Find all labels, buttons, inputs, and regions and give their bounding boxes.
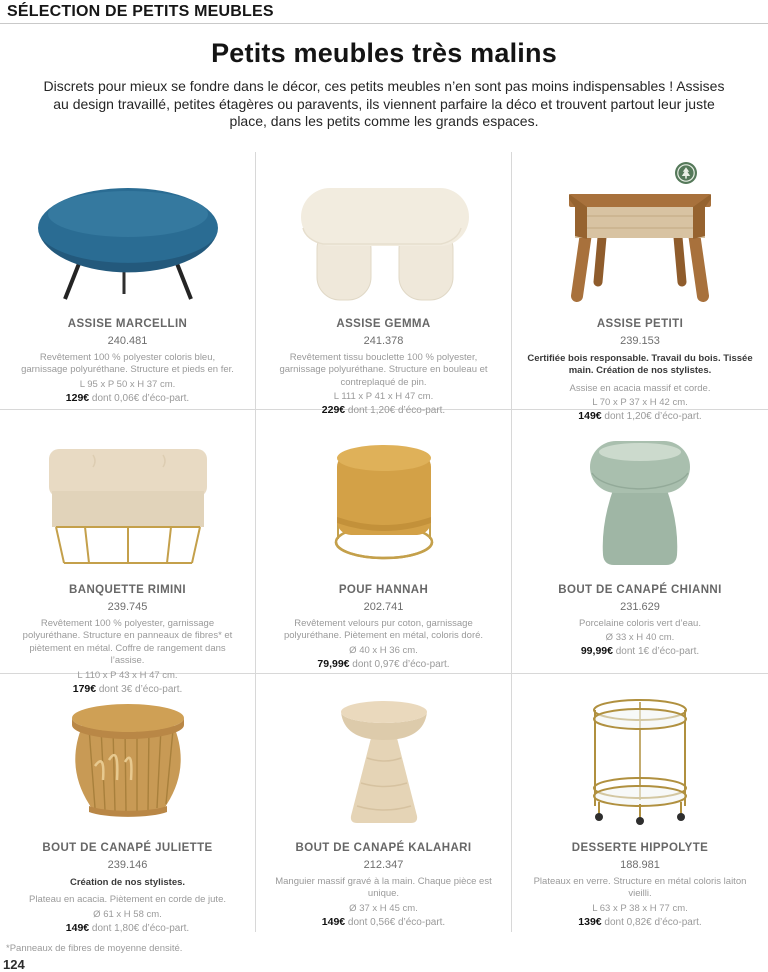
product-ref: 240.481 (107, 334, 148, 347)
product-dimensions: L 63 x P 38 x H 77 cm. (592, 902, 688, 914)
product-description: Revêtement 100 % polyester, garnissage polyuréthane. Structure en panneaux de fibres* et piètement en métal. Coffre de rangement dans l’assise. (22, 617, 233, 666)
product-eco-tax: dont 1,20€ d’éco-part. (604, 411, 702, 422)
product-name: BANQUETTE RIMINI (69, 583, 186, 596)
product-description: Porcelaine coloris vert d’eau. (579, 617, 701, 629)
page-number: 124 (3, 956, 25, 972)
product-eco-tax: dont 0,97€ d’éco-part. (352, 658, 450, 670)
product-image-cream-bench (256, 152, 511, 310)
product-image-rattan-side-table (0, 674, 255, 834)
product-dimensions: Ø 33 x H 40 cm. (605, 632, 675, 643)
product-price-line (512, 916, 768, 928)
product-price-line (0, 392, 255, 404)
product-price-line (512, 645, 768, 657)
product-image-mango-wood-pedestal (256, 674, 511, 834)
product-image-blue-bench (0, 152, 255, 310)
product-dimensions: L 70 x P 37 x H 42 cm. (592, 397, 688, 408)
footnote: *Panneaux de fibres de moyenne densité. (6, 942, 183, 954)
product-card-bout-de-canape-juliette (0, 674, 256, 932)
product-eco-tax: dont 1€ d’éco-part. (615, 646, 700, 657)
section-header (0, 0, 768, 24)
page-title: Petits meubles très malins (211, 38, 557, 68)
product-image-green-side-table (512, 410, 768, 576)
product-ref: 212.347 (363, 858, 404, 871)
product-card-pouf-hannah (256, 410, 512, 674)
product-image-storage-bench (0, 410, 255, 576)
product-eco-tax: dont 0,06€ d’éco-part. (91, 392, 190, 404)
product-ref: 239.745 (107, 600, 148, 613)
product-eco-tax: dont 0,82€ d’éco-part. (604, 916, 702, 928)
product-price-line (256, 916, 511, 928)
product-name: BOUT DE CANAPÉ KALAHARI (295, 841, 472, 854)
product-description: Manguier massif gravé à la main. Chaque pièce est unique. (275, 875, 492, 899)
product-card-assise-marcellin (0, 152, 256, 410)
product-card-bout-de-canape-chianni (512, 410, 768, 674)
product-dimensions: Ø 37 x H 45 cm. (349, 902, 418, 914)
product-dimensions: L 95 x P 50 x H 37 cm. (79, 378, 176, 390)
product-name: ASSISE PETITI (596, 317, 684, 330)
product-card-banquette-rimini (0, 410, 256, 695)
product-description: Revêtement 100 % polyester coloris bleu, garnissage polyuréthane. Structure et pieds en fer. (21, 351, 234, 375)
section-kicker: SÉLECTION DE PETITS MEUBLES (7, 3, 274, 20)
product-description: Revêtement velours pur coton, garnissage polyuréthane. Piètement en métal, coloris doré. (283, 617, 484, 641)
product-price: 129€ (65, 391, 90, 404)
product-price: 79,99€ (317, 657, 350, 670)
product-price: 149€ (65, 921, 90, 934)
product-dimensions: L 110 x P 43 x H 47 cm. (77, 669, 178, 681)
product-price: 99,99€ (580, 645, 613, 657)
product-dimensions: L 111 x P 41 x H 47 cm. (333, 391, 434, 402)
product-price-line (0, 922, 255, 934)
product-image-wood-stool (512, 152, 768, 310)
product-highlight: Certifiée bois responsable. Travail du bois. Tissée main. Création de nos stylistes. (527, 352, 753, 376)
product-name: BOUT DE CANAPÉ JULIETTE (42, 841, 213, 854)
eco-wood-certification-badge-icon (674, 161, 698, 190)
product-highlight: Création de nos stylistes. (69, 876, 186, 888)
product-price: 229€ (321, 404, 346, 416)
product-name: BOUT DE CANAPÉ CHIANNI (558, 583, 722, 596)
product-image-velvet-pouf (256, 410, 511, 576)
product-ref: 241.378 (363, 334, 404, 347)
product-price: 149€ (321, 915, 346, 928)
product-card-assise-petiti (512, 152, 768, 422)
product-name: POUF HANNAH (338, 583, 429, 596)
product-name: ASSISE MARCELLIN (67, 317, 188, 330)
product-grid (0, 152, 768, 932)
intro-paragraph: Discrets pour mieux se fondre dans le décor, ces petits meubles n’en sont pas moins indispensables ! Assises au design travaillé, petites étagères ou paravents, ils viennent parfaire la déco et trouvent partout leur juste place, dans les petits comme les grands espaces. (43, 78, 725, 129)
product-name: ASSISE GEMMA (336, 317, 431, 330)
product-name: DESSERTE HIPPOLYTE (571, 841, 709, 854)
product-price-line (256, 658, 511, 670)
product-ref: 231.629 (620, 600, 660, 613)
product-eco-tax: dont 1,20€ d’éco-part. (347, 405, 446, 416)
product-ref: 202.741 (363, 600, 404, 613)
product-ref: 188.981 (620, 858, 660, 871)
product-price: 149€ (578, 410, 602, 422)
product-ref: 239.146 (107, 858, 148, 871)
product-card-assise-gemma (256, 152, 512, 416)
product-eco-tax: dont 1,80€ d’éco-part. (91, 922, 190, 934)
product-description: Plateau en acacia. Piètement en corde de jute. (29, 894, 226, 905)
product-image-gold-bar-cart (512, 674, 768, 834)
product-price: 179€ (72, 682, 97, 695)
product-card-desserte-hippolyte (512, 674, 768, 932)
product-eco-tax: dont 3€ d’éco-part. (98, 683, 183, 695)
product-dimensions: Ø 61 x H 58 cm. (93, 908, 162, 920)
product-card-bout-de-canape-kalahari (256, 674, 512, 932)
product-dimensions: Ø 40 x H 36 cm. (349, 644, 418, 656)
product-eco-tax: dont 0,56€ d’éco-part. (347, 916, 446, 928)
product-price: 139€ (578, 915, 602, 928)
product-ref: 239.153 (620, 334, 660, 347)
product-description: Plateaux en verre. Structure en métal coloris laiton vieilli. (533, 875, 747, 899)
product-description: Assise en acacia massif et corde. (569, 382, 711, 394)
product-description: Revêtement tissu bouclette 100 % polyester, garnissage polyuréthane. Structure en bouleau et contreplaqué de pin. (279, 351, 488, 388)
